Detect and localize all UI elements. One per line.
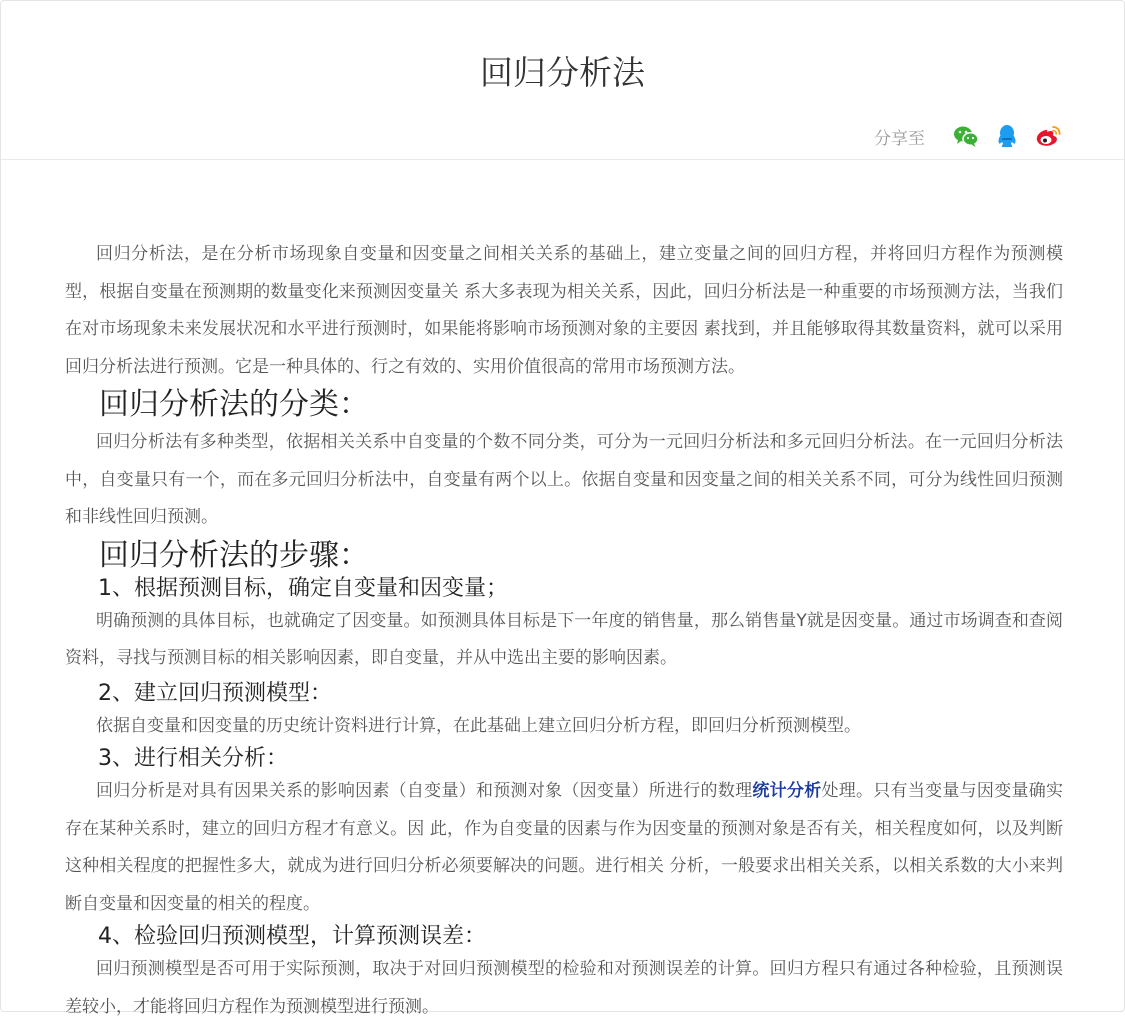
article-body — [65, 236, 1063, 1026]
step-heading-4: 4、检验回归预测模型，计算预测误差： — [98, 924, 486, 949]
step-heading-3: 3、进行相关分析： — [98, 746, 288, 771]
step-heading-1: 1、根据预测目标，确定自变量和因变量； — [98, 575, 508, 601]
qq-icon[interactable] — [993, 122, 1021, 150]
step-paragraph-4: 回归预测模型是否可用于实际预测，取决于对回归预测模型的检验和对预测误差的计算。回归方程只有通过各种检验，且预测误差较小，才能将回归方程作为预测模型进行预测。 — [65, 959, 1063, 1017]
article-title: 回归分析法 — [480, 53, 645, 92]
weibo-icon[interactable] — [1034, 122, 1062, 150]
wechat-icon[interactable] — [952, 122, 980, 150]
step-paragraph-1: 明确预测的具体目标，也就确定了因变量。如预测具体目标是下一年度的销售量，那么销售量Y就是因变量。通过市场调查和查阅资料，寻找与预测目标的相关影响因素，即自变量，并从中选出主要的影响因素。 — [65, 610, 1063, 668]
section-heading-classification: 回归分析法的分类： — [99, 387, 369, 422]
statistical-analysis-link[interactable]: 统计分析 — [752, 781, 822, 801]
step-3-text-after: 处理。只有当变量与因变量确实存在某种关系时，建立的回归方程才有意义。因 此，作为自变量的因素与作为因变量的预测对象是否有关，相关程度如何，以及判断这种相关程度的把握性多大，就成为进行回归分析必须要解决的问题。进行相关 分析，一般要求出相关关系，以相关系数的大小来判断自变量和因变量的相关的程度。 — [65, 781, 1064, 914]
article-header — [1, 1, 1124, 160]
share-label: 分享至 — [874, 128, 925, 149]
step-3-text-before: 回归分析是对具有因果关系的影响因素（自变量）和预测对象（因变量）所进行的数理 — [96, 781, 753, 801]
section-heading-steps: 回归分析法的步骤： — [99, 537, 369, 573]
classification-paragraph: 回归分析法有多种类型，依据相关关系中自变量的个数不同分类，可分为一元回归分析法和多元回归分析法。在一元回归分析法中，自变量只有一个，而在多元回归分析法中，自变量有两个以上。依据自变量和因变量之间的相关关系不同，可分为线性回归预测和非线性回归预测。 — [65, 432, 1063, 527]
step-heading-2: 2、建立回归预测模型： — [98, 680, 332, 706]
step-paragraph-2: 依据自变量和因变量的历史统计资料进行计算，在此基础上建立回归分析方程，即回归分析预测模型。 — [96, 715, 861, 736]
share-bar — [874, 121, 1062, 151]
intro-paragraph: 回归分析法，是在分析市场现象自变量和因变量之间相关关系的基础上，建立变量之间的回归方程，并将回归方程作为预测模型，根据自变量在预测期的数量变化来预测因变量关 系大多表现为相关关系，因此，回归分析法是一种重要的市场预测方法，当我们在对市场现象未来发展状况和水平进行预测时，如果能将影响市场预测对象的主要因 素找到，并且能够取得其数量资料，就可以采用回归分析法进行预测。它是一种具体的、行之有效的、实用价值很高的常用市场预测方法。 — [65, 244, 1063, 377]
step-paragraph-3 — [65, 773, 1063, 923]
